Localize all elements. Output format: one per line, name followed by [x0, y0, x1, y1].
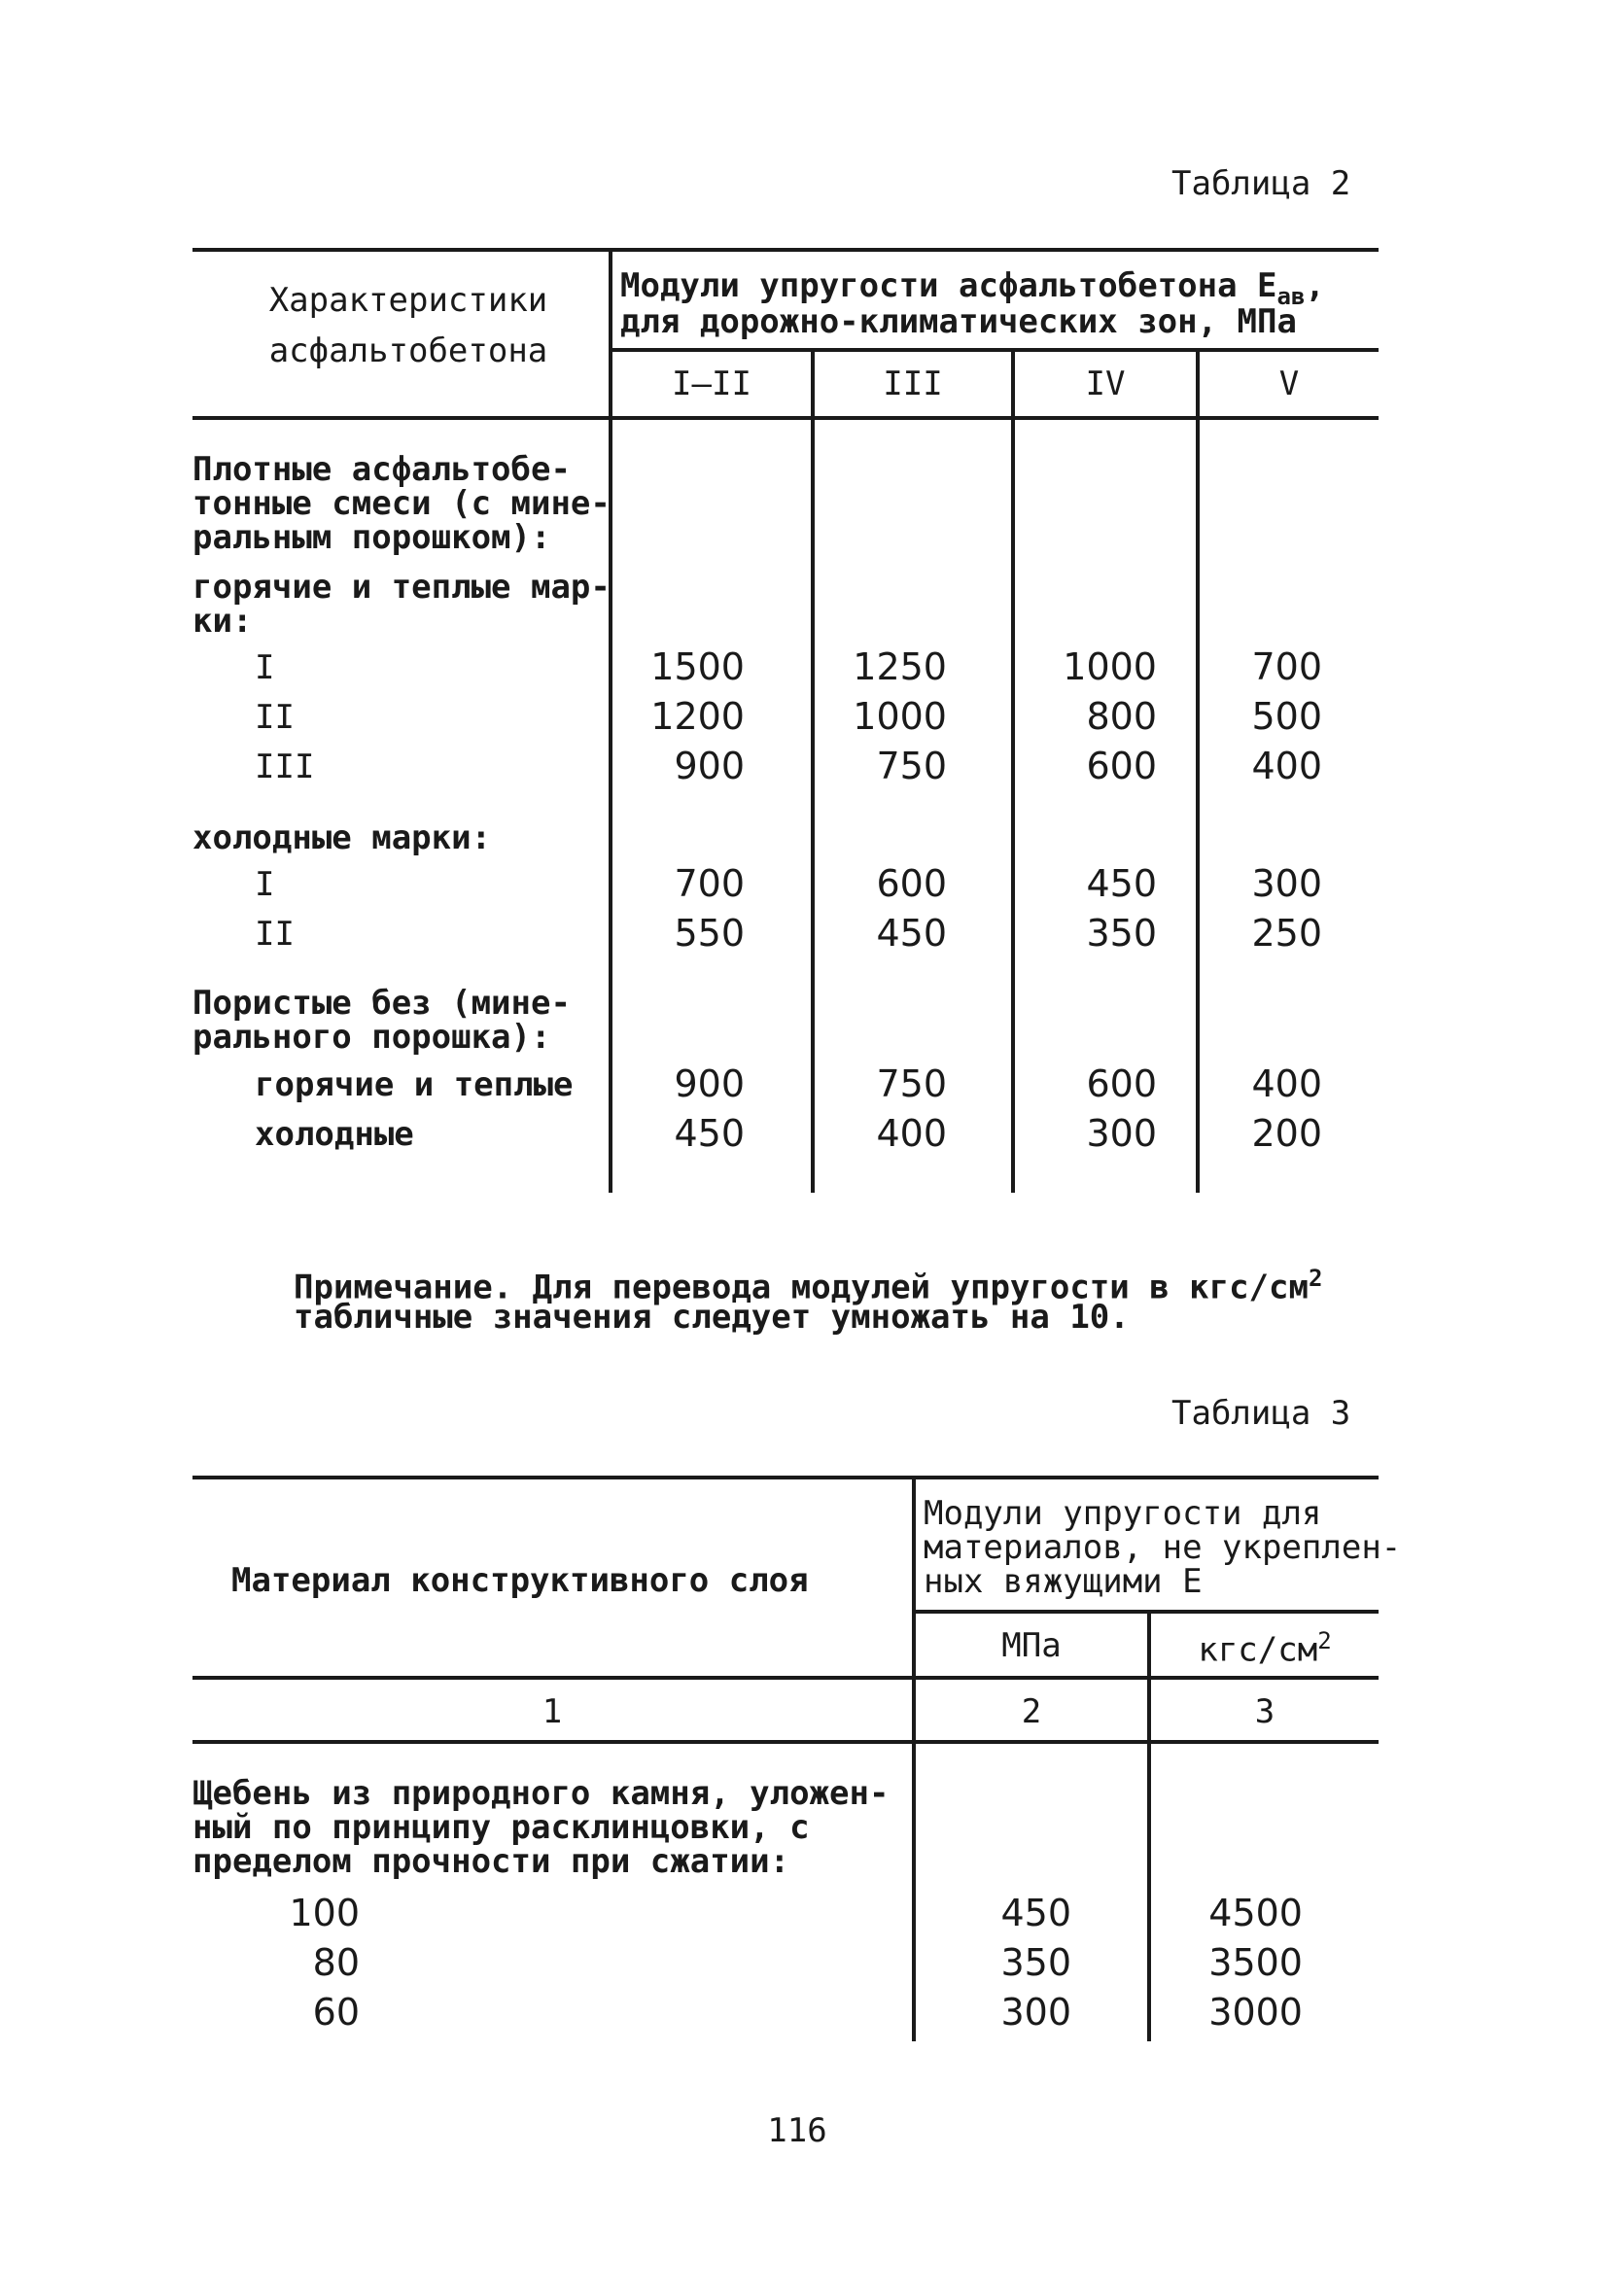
table3-group-line3: пределом прочности при сжатии: — [192, 1842, 790, 1881]
table3-header-left: Материал конструктивного слоя — [231, 1561, 809, 1600]
table3-cell-mpa: 450 — [1000, 1892, 1071, 1934]
table2-group-cold: холодные марки: — [192, 818, 492, 857]
table2-cell: 400 — [1251, 1062, 1322, 1105]
table2-row-name: II — [255, 698, 295, 737]
table2-group-porous-line1: Пористые без (мине- — [192, 984, 571, 1023]
table2-cell: 1000 — [1063, 645, 1157, 688]
table3-cell-mpa: 300 — [1000, 1991, 1071, 2034]
table2-cell: 750 — [876, 745, 947, 787]
table3-row-name: 100 — [289, 1892, 360, 1934]
table2-header-left-line1: Характеристики — [268, 281, 548, 320]
table3-unit-mpa: МПа — [1001, 1626, 1062, 1665]
table2-cell: 700 — [674, 862, 745, 905]
table2-note-line2: табличные значения следует умножать на 10. — [294, 1298, 1130, 1337]
table2-note-sup: 2 — [1308, 1265, 1323, 1292]
table3-unit-rule — [914, 1610, 1379, 1614]
table2-cell: 750 — [876, 1062, 947, 1105]
table2-cell: 350 — [1086, 912, 1157, 955]
table2-cell: 600 — [1086, 745, 1157, 787]
table2-cell: 900 — [674, 745, 745, 787]
table2-group-porous-line2: рального порошка): — [192, 1018, 551, 1057]
table2-top-rule — [192, 248, 1379, 252]
table2-row-name: I — [255, 648, 275, 687]
table2-cell: 550 — [674, 912, 745, 955]
table3-unit-kgs-sup: 2 — [1317, 1627, 1332, 1654]
table2-group-dense-line1: Плотные асфальтобе- — [192, 450, 571, 489]
table2-cell: 300 — [1251, 862, 1322, 905]
table2-cell: 1250 — [853, 645, 947, 688]
table2-cell: 250 — [1251, 912, 1322, 955]
table3-colnum-3: 3 — [1254, 1692, 1275, 1731]
table2-header-right-sub: ав — [1276, 282, 1306, 310]
table3-unit-kgs — [1151, 1627, 1379, 1670]
table2-header-left-line2: асфальтобетона — [268, 331, 548, 370]
table2-header-right-line2: для дорожно-климатических зон, МПа — [620, 302, 1297, 341]
table2-group-dense-line3: ральным порошком): — [192, 518, 551, 557]
table2-cell: 700 — [1251, 645, 1322, 688]
table2-cell: 1500 — [650, 645, 745, 688]
table2-group-hot-line1: горячие и теплые мар- — [192, 568, 611, 607]
table3-colnum-1: 1 — [541, 1692, 563, 1731]
table3-colnum-rule — [192, 1740, 1379, 1744]
table3-header-rule — [192, 1676, 1379, 1680]
table3-top-rule — [192, 1476, 1379, 1479]
table2-header-right-text: Модули упругости асфальтобетона E — [620, 266, 1277, 305]
table3-caption: Таблица 3 — [1171, 1394, 1351, 1433]
table3-row-name: 60 — [312, 1991, 360, 2034]
table2-cell: 450 — [674, 1112, 745, 1155]
table2-cell: 400 — [1251, 745, 1322, 787]
table3-unit-kgs-text: кгс/см — [1198, 1630, 1318, 1670]
table2-zone-rule — [611, 348, 1379, 352]
table2-zone-1: I–II — [672, 365, 751, 403]
table3-cell-kgs: 3000 — [1208, 1991, 1303, 2034]
table2-cell: 300 — [1086, 1112, 1157, 1155]
table2-row-name: горячие и теплые — [255, 1065, 574, 1104]
table2-cell: 450 — [876, 912, 947, 955]
table2-cell: 1200 — [650, 695, 745, 738]
table2-group-dense-line2: тонные смеси (с мине- — [192, 484, 611, 523]
table2-row-name: II — [255, 915, 295, 954]
table3-header-right-line3: ных вяжущими E — [924, 1562, 1203, 1601]
table2-row-name: I — [255, 865, 275, 904]
table2-cell: 500 — [1251, 695, 1322, 738]
table2-cell: 400 — [876, 1112, 947, 1155]
table2-cell: 200 — [1251, 1112, 1322, 1155]
table2-header-right-tail: , — [1305, 266, 1325, 305]
table3-cell-mpa: 350 — [1000, 1941, 1071, 1984]
table2-cell: 600 — [876, 862, 947, 905]
table2-group-hot-line2: ки: — [192, 602, 253, 641]
table3-header-right-line1: Модули упругости для — [924, 1494, 1322, 1533]
table3-group-line2: ный по принципу расклинцовки, с — [192, 1808, 810, 1847]
table2-row-name: III — [255, 748, 315, 786]
table2-note-text: Примечание. Для перевода модулей упругости в кгс/см — [294, 1268, 1309, 1307]
table3-group-line1: Щебень из природного камня, уложен- — [192, 1774, 890, 1813]
table3-cell-kgs: 3500 — [1208, 1941, 1303, 1984]
table2-row-name: холодные — [255, 1115, 414, 1154]
table2-header-bottom-rule — [192, 416, 1379, 420]
table2-zone-2: III — [883, 365, 943, 403]
table3-row-name: 80 — [312, 1941, 360, 1984]
table3-cell-kgs: 4500 — [1208, 1892, 1303, 1934]
table2-cell: 1000 — [853, 695, 947, 738]
table3-header-right-line2: материалов, не укреплен- — [924, 1528, 1402, 1567]
table2-zone-4: V — [1278, 365, 1300, 403]
table2-cell: 800 — [1086, 695, 1157, 738]
table2-cell: 600 — [1086, 1062, 1157, 1105]
table2-caption: Таблица 2 — [1171, 164, 1351, 203]
table3-colnum-2: 2 — [1021, 1692, 1042, 1731]
page-number: 116 — [767, 2111, 827, 2150]
table2-zone-3: IV — [1085, 365, 1126, 403]
table2-cell: 900 — [674, 1062, 745, 1105]
table2-cell: 450 — [1086, 862, 1157, 905]
